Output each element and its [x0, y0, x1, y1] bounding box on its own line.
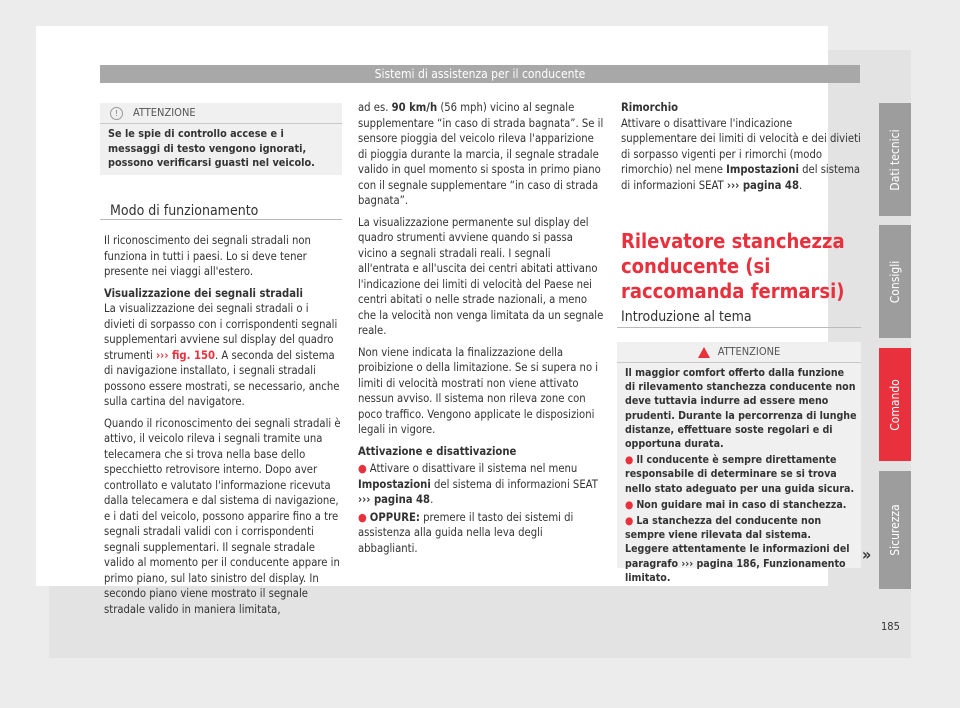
page-link[interactable]: ››› pagina 186, Funzionamento limitato — [625, 557, 846, 584]
figure-link[interactable]: ››› fig. 150 — [156, 348, 215, 362]
section-title-modo: Modo di funzionamento — [110, 203, 259, 219]
info-circle-icon: ! — [110, 107, 123, 120]
page-link[interactable]: ››› pagina 48 — [358, 493, 431, 506]
warning-title-label: ATTENZIONE — [133, 106, 196, 119]
paragraph: ad es. 90 km/h (56 mph) vicino al segnale supplementare “in caso di strada bagnata”. Se il sensore pioggia del veicolo rileva l'apparizione di pioggia durante la marcia, il segnale stradale valido in quel momento si sposta in primo piano con il segnale supplementare “in caso di strada bagnata”. — [358, 101, 604, 207]
bullet-icon: ● — [625, 498, 634, 511]
section-divider — [100, 219, 342, 220]
bullet-icon: ● — [358, 510, 367, 524]
column-3 — [621, 100, 861, 199]
warning-box-stanchezza — [617, 342, 861, 584]
paragraph: Quando il riconoscimento dei segnali stradali è attivo, il veicolo rileva i segnali tramite una telecamera che si trova nella base dello specchietto retrovisore interno. Dopo aver controllato e valutato l'informazione ricevuta dalla telecamera e dal sistema di navigazione, e i dati del veicolo, possono apparire fino a tre segnali stradali validi con i corrispondenti segnali supplementari. Il segnale stradale valido al momento per il conducente appare in primo piano, sul lato sinistro del display. In secondo piano viene mostrato il segnale stradale valido in maniera limitata, — [104, 416, 341, 616]
warning-title — [110, 103, 196, 123]
subheading: Visualizzazione dei segnali stradali — [104, 286, 303, 300]
bullet-icon: ● — [625, 515, 634, 528]
warning-divider — [100, 123, 342, 124]
tab-dati-tecnici[interactable]: Dati tecnici — [879, 103, 911, 216]
column-2 — [358, 100, 604, 562]
warning-triangle-icon — [698, 347, 710, 358]
bullet-icon: ● — [358, 462, 367, 475]
bullet-item: ● La stanchezza del conducente non sempre viene rilevata dal sistema. Leggere attentamente le informazioni del paragrafo ››› pagina 186, Funzionamento limitato. — [625, 515, 850, 584]
paragraph: Il riconoscimento dei segnali stradali non funziona in tutti i paesi. Lo si deve tener presente nei viaggi all'estero. — [104, 234, 311, 278]
chapter-title: Rilevatore stanchezza conducente (si raccomanda fermarsi) — [621, 229, 845, 303]
section-title-intro: Introduzione al tema — [621, 309, 752, 325]
warning-text: Se le spie di controllo accese e i messaggi di testo vengono ignorati, possono verificarsi guasti nel veicolo. — [108, 127, 315, 169]
paragraph — [358, 444, 604, 460]
bullet-icon: ● — [625, 454, 634, 467]
warning-box-attenzione — [100, 103, 342, 175]
warning-divider — [617, 362, 861, 363]
warning-title — [617, 342, 861, 362]
tab-consigli[interactable]: Consigli — [879, 225, 911, 338]
paragraph — [104, 286, 342, 302]
paragraph: Non viene indicata la finalizzazione della proibizione o della limitazione. Se si supera no i limiti di velocità mostrati non viene attivato nessun avviso. Il sistema non rileva zone con poco traffico. Vengono applicate le disposizioni legali in vigore. — [358, 345, 599, 436]
tab-comando[interactable]: Comando — [879, 348, 911, 461]
paragraph: Attivare o disattivare l'indicazione supplementare dei limiti di velocità e dei divieti di sorpasso vigenti per i rimorchi (modo rimorchio) nel mene Impostazioni del sistema di informazioni SEAT ››› pagina 48. — [621, 116, 861, 192]
continue-arrow-icon: » — [862, 545, 872, 564]
paragraph — [621, 100, 861, 116]
paragraph: La visualizzazione dei segnali stradali o i divieti di sorpasso con i corrispondenti segnali supplementari avviene sul display del quadro strumenti ››› fig. 150. A seconda del sistema di navigazione installato, i segnali stradali possono essere mostrati, se necessario, anche sulla cartina del navigatore. — [104, 302, 340, 408]
bullet-item: ● Non guidare mai in caso di stanchezza. — [625, 498, 847, 511]
warning-text — [625, 366, 857, 587]
tab-sicurezza[interactable]: Sicurezza — [879, 471, 911, 589]
warning-title-label: ATTENZIONE — [717, 345, 781, 358]
paragraph: La visualizzazione permanente sul display del quadro strumenti avviene quando si passa vicino a segnali stradali reali. I segnali all'entrata e all'uscita dei centri abitati attivano l'indicazione dei limiti di velocità del Paese nei centri abitati o nelle strade nazionali, a meno che la velocità non venga limitata da un segnale reale. — [358, 215, 604, 337]
bullet-item: ● OPPURE: premere il tasto dei sistemi di assistenza alla guida nella leva degli abbaglianti. — [358, 510, 574, 555]
section-divider — [617, 327, 861, 328]
column-1 — [104, 233, 342, 623]
subheading: Attivazione e disattivazione — [358, 444, 517, 458]
bullet-item: ● Attivare o disattivare il sistema nel menu Impostazioni del sistema di informazioni SEAT ››› pagina 48. — [358, 462, 598, 506]
bullet-item: ● Il conducente è sempre direttamente responsabile di determinare se si trova nello stato adeguato per una guida sicura. — [625, 454, 855, 495]
paragraph: Il maggior comfort offerto dalla funzione di rilevamento stanchezza conducente non deve tuttavia indurre ad essere meno prudenti. Durante la percorrenza di lunghe distanze, effettuare soste regolari e di opportuna durata. — [625, 367, 857, 451]
page-header: Sistemi di assistenza per il conducente — [100, 65, 860, 83]
subheading: Rimorchio — [621, 101, 679, 114]
page-link[interactable]: ››› pagina 48 — [726, 178, 799, 192]
page-number: 185 — [881, 620, 900, 633]
